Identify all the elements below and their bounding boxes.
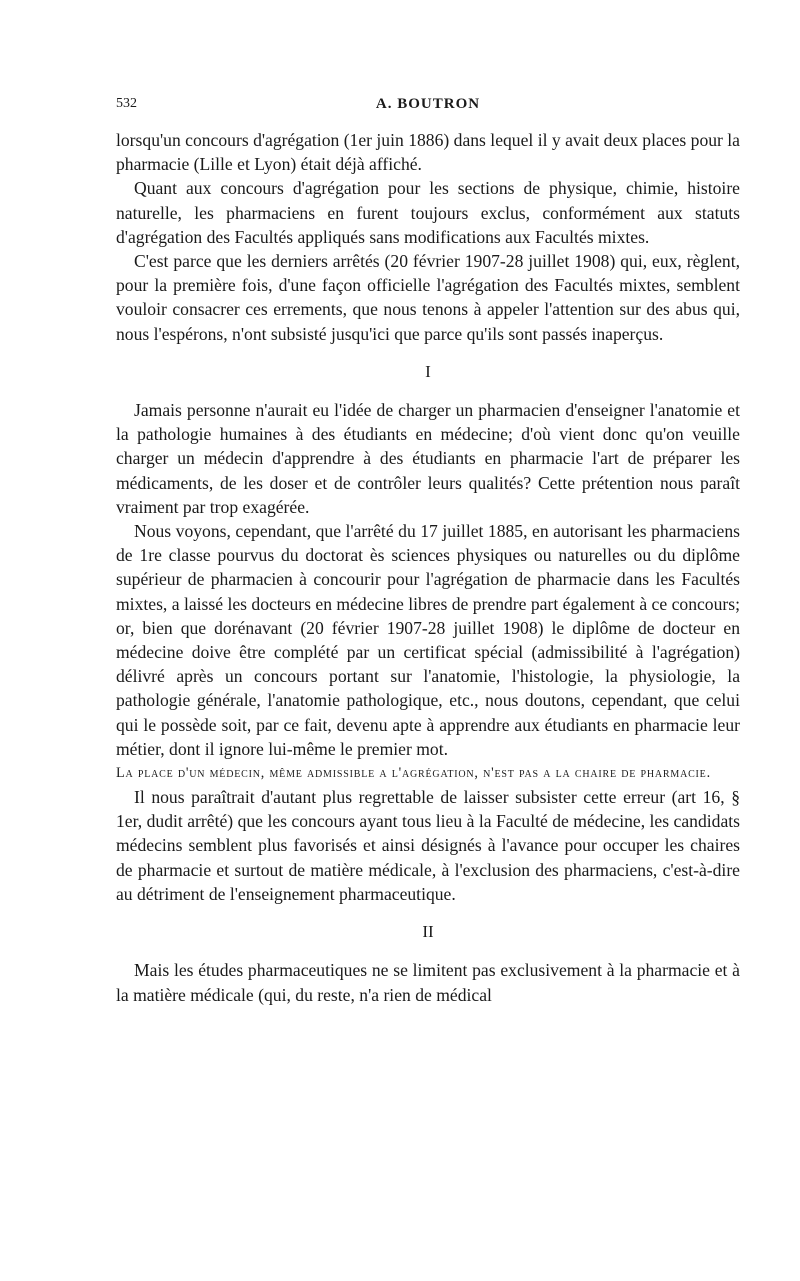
running-title: A. BOUTRON	[375, 96, 481, 112]
body-text	[116, 128, 740, 1007]
paragraph-4: Jamais personne n'aurait eu l'idée de charger un pharmacien d'enseigner l'anatomie et la pathologie humaines à des étudiants en médecine; d'où vient donc qu'on veuille charger un médecin d'apprendre à des étudiants en pharmacie l'art de préparer les médicaments, de les doser et de contrôler leurs qualités? Cette prétention nous paraît vraiment par trop exagérée.	[116, 400, 740, 517]
paragraph-7: Mais les études pharmaceutiques ne se limitent pas exclusivement à la pharmacie et à la matière médicale (qui, du reste, n'a rien de médical	[116, 960, 740, 1005]
section-heading-2: II	[422, 922, 434, 942]
subheading: La place d'un médecin, même admissible a l'agrégation, n'est pas a la chaire de pharmacie.	[116, 765, 711, 782]
paragraph-5: Nous voyons, cependant, que l'arrêté du 17 juillet 1885, en autorisant les pharmaciens de 1re classe pourvus du doctorat ès sciences physiques ou naturelles ou du diplôme supérieur de pharmacien à concourir pour l'agrégation de pharmacie dans les Facultés mixtes, a laissé les docteurs en médecine libres de prendre part également à ce concours; or, bien que dorénavant (20 février 1907-28 juillet 1908) le diplôme de docteur en médecine doive être complété par un certificat spécial (admissibilité à l'agrégation) délivré après un concours portant sur l'anatomie, l'histologie, la physiologie, la pathologie générale, l'anatomie pathologique, etc., nous doutons, cependant, que celui qui le possède soit, par ce fait, devenu apte à apprendre aux étudiants en pharmacie leur métier, dont il ignore lui-même le premier mot.	[116, 521, 740, 759]
paragraph-1: lorsqu'un concours d'agrégation (1er juin 1886) dans lequel il y avait deux places pour la pharmacie (Lille et Lyon) était déjà affiché.	[116, 130, 740, 175]
running-head	[116, 96, 740, 118]
section-heading-1: I	[425, 361, 431, 381]
paragraph-3: C'est parce que les derniers arrêtés (20 février 1907-28 juillet 1908) qui, eux, règlent, pour la première fois, d'une façon officielle l'agrégation des Facultés mixtes, semblent vouloir consacrer ces errements, que nous tenons à appeler l'attention sur des abus qui, nous l'espérons, n'ont subsisté jusqu'ici que parce qu'ils sont passés inaperçus.	[116, 251, 740, 344]
paragraph-6: Il nous paraîtrait d'autant plus regrettable de laisser subsister cette erreur (art 16, § 1er, dudit arrêté) que les concours ayant tous lieu à la Faculté de médecine, les candidats médecins semblent plus favorisés et ainsi désignés à l'avance pour occuper les chaires de pharmacie et surtout de matière médicale, à l'exclusion des pharmaciens, c'est-à-dire au détriment de l'enseignement pharmaceutique.	[116, 787, 740, 904]
paragraph-2: Quant aux concours d'agrégation pour les sections de physique, chimie, histoire naturelle, les pharmaciens en furent toujours exclus, conformément aux statuts d'agrégation des Facultés appliqués sans modifications aux Facultés mixtes.	[116, 178, 740, 247]
page-number: 532	[116, 96, 137, 111]
